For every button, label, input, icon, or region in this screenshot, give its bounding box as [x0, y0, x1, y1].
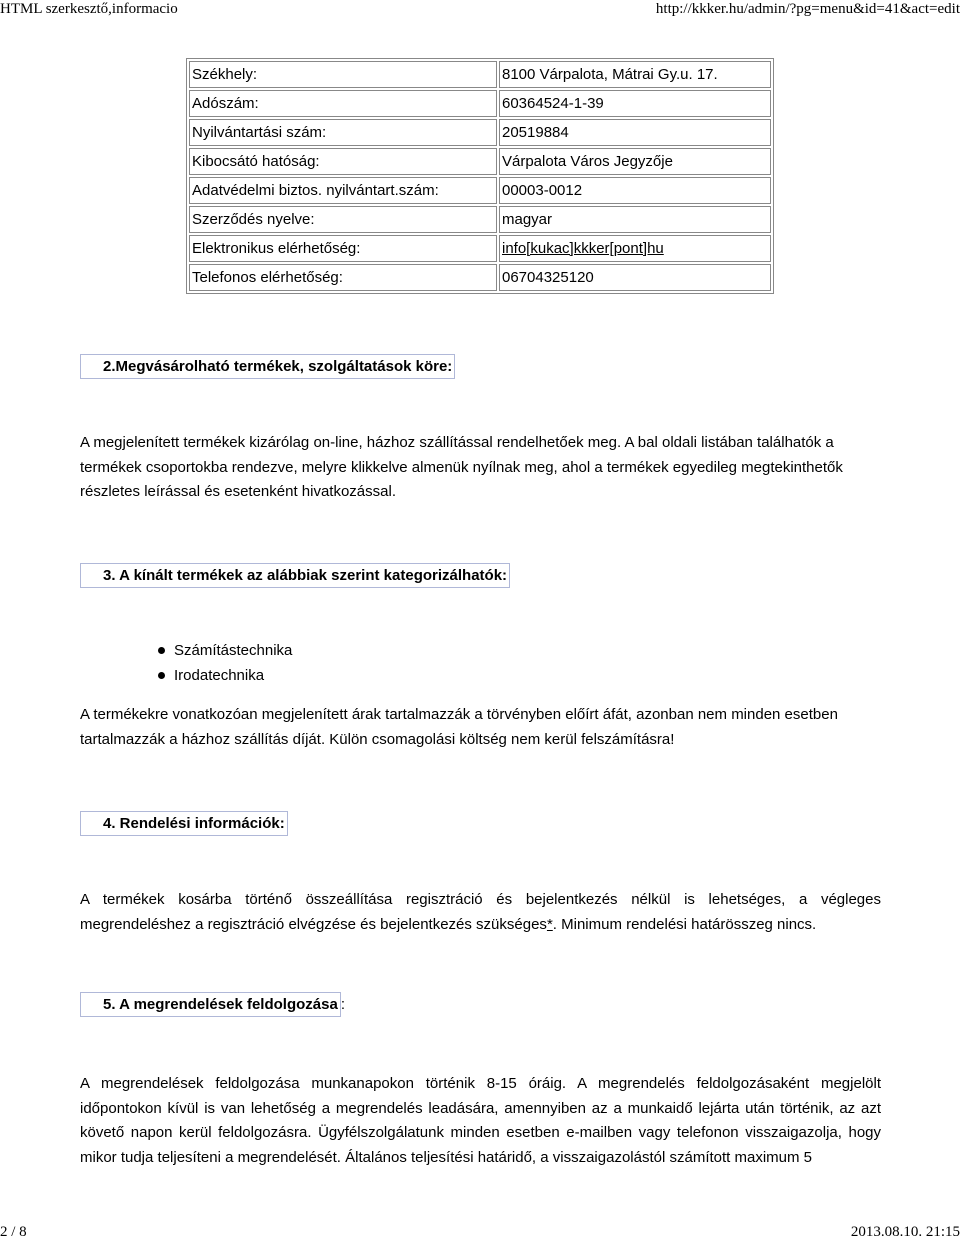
info-value: 20519884	[499, 119, 771, 146]
info-value: 06704325120	[499, 264, 771, 291]
section-5-heading-colon: :	[340, 996, 345, 1013]
table-row	[189, 264, 771, 291]
info-key: Telefonos elérhetőség:	[189, 264, 497, 291]
table-row	[189, 206, 771, 233]
section-4-text: A termékek kosárba történő összeállítása regisztráció és bejelentkezés nélkül is lehetséges, a végleges megrendeléshez a regisztráció elvégzése és bejelentkezés szükséges	[80, 891, 881, 933]
print-header-url: http://kkker.hu/admin/?pg=menu&id=41&act=edit	[655, 1, 960, 17]
section-5-heading: 5. A megrendelések feldolgozása	[80, 992, 341, 1017]
bullet-icon	[158, 647, 165, 654]
print-header-title: HTML szerkesztő,informacio	[0, 1, 178, 17]
category-label: Számítástechnika	[174, 642, 293, 659]
info-key: Székhely:	[189, 61, 497, 88]
section-4-text-end: . Minimum rendelési határösszeg nincs.	[552, 915, 817, 933]
section-4-heading: 4. Rendelési információk:	[80, 811, 288, 836]
info-value: 00003-0012	[499, 177, 771, 204]
table-row	[189, 235, 771, 262]
company-info-table	[186, 58, 774, 294]
category-list	[80, 638, 292, 688]
table-row	[189, 148, 771, 175]
section-3-heading: 3. A kínált termékek az alábbiak szerint kategorizálhatók:	[80, 563, 510, 588]
table-row	[189, 177, 771, 204]
section-2-body: A megjelenített termékek kizárólag on-line, házhoz szállítással rendelhetőek meg. A bal oldali listában találhatók a termékek csoportokba rendezve, melyre klikkelve almenük nyílnak meg, ahol a termékek egyedileg megtekinthetők részletes leírással és esetenként hivatkozással.	[80, 434, 843, 500]
section-2-heading: 2.Megvásárolható termékek, szolgáltatások köre:	[80, 354, 455, 379]
list-item	[174, 638, 292, 663]
section-4-body	[80, 888, 881, 937]
info-key: Nyilvántartási szám:	[189, 119, 497, 146]
registration-note-link[interactable]: *	[546, 915, 553, 933]
info-value: magyar	[499, 206, 771, 233]
info-key: Szerződés nyelve:	[189, 206, 497, 233]
info-key: Adatvédelmi biztos. nyilvántart.szám:	[189, 177, 497, 204]
category-label: Irodatechnika	[174, 667, 265, 684]
info-key: Adószám:	[189, 90, 497, 117]
table-row	[189, 61, 771, 88]
table-row	[189, 119, 771, 146]
section-3-body: A termékekre vonatkozóan megjelenített árak tartalmazzák a törvényben előírt áfát, azonban nem minden esetben tartalmazzák a házhoz szállítás díját. Külön csomagolási költség nem kerül felszámításra!	[80, 706, 838, 748]
info-key: Elektronikus elérhetőség:	[189, 235, 497, 262]
section-5-heading-wrap	[80, 992, 345, 1017]
section-5-body: A megrendelések feldolgozása munkanapokon történik 8-15 óráig. A megrendelés feldolgozásaként megjelölt időpontokon kívül is van lehetőség a megrendelés leadására, amennyiben az a munkaidő lejárta után történik, az azt követő napon kerül feldolgozásra. Ügyfélszolgálatunk minden esetben e-mailben vagy telefonon visszaigazolja, hogy mikor tudja teljesíteni a megrendelését. Általános teljesítési határidő, a visszaigazolástól számított maximum 5	[80, 1075, 881, 1166]
info-value: Várpalota Város Jegyzője	[499, 148, 771, 175]
info-value: 8100 Várpalota, Mátrai Gy.u. 17.	[499, 61, 771, 88]
email-link[interactable]: info[kukac]kkker[pont]hu	[502, 240, 664, 257]
table-row	[189, 90, 771, 117]
print-datetime: 2013.08.10. 21:15	[850, 1224, 960, 1240]
info-value: 60364524-1-39	[499, 90, 771, 117]
info-key: Kibocsátó hatóság:	[189, 148, 497, 175]
info-value	[499, 235, 771, 262]
print-header	[0, 0, 960, 20]
page-number: 2 / 8	[0, 1224, 27, 1240]
bullet-icon	[158, 672, 165, 679]
list-item	[174, 663, 292, 688]
print-footer	[0, 1224, 960, 1241]
